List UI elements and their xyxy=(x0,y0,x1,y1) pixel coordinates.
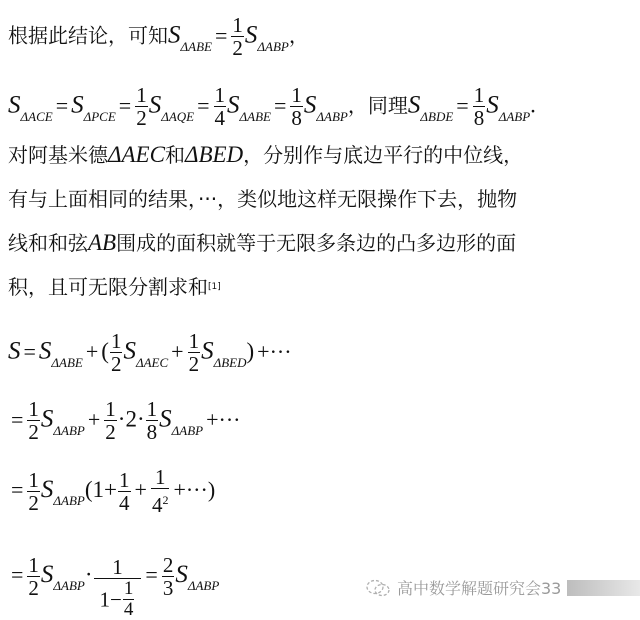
equals: = xyxy=(214,22,228,48)
denominator: 2 xyxy=(232,36,243,60)
denominator: 8 xyxy=(291,106,302,130)
denominator: 2 xyxy=(188,352,200,376)
plus: + xyxy=(85,338,99,364)
equation-4 xyxy=(8,544,220,620)
text-line-1 xyxy=(8,14,309,59)
subscript: ΔBED xyxy=(213,354,247,370)
subscript: ΔABP xyxy=(171,422,204,438)
text-line-6 xyxy=(8,274,221,300)
denominator: 4 xyxy=(214,106,226,130)
equation-3 xyxy=(8,466,218,516)
dot: · xyxy=(117,406,126,432)
triangle-label: ΔBED xyxy=(184,142,244,167)
text-line-5 xyxy=(8,230,516,256)
area-symbol: S xyxy=(175,561,188,588)
punct: . xyxy=(530,92,536,118)
fraction xyxy=(188,330,201,375)
area-symbol: S xyxy=(40,561,54,588)
area-symbol: S xyxy=(8,91,21,119)
equals: = xyxy=(11,562,24,587)
numerator: 1 xyxy=(105,397,116,421)
fraction xyxy=(473,84,486,129)
dot: · xyxy=(136,406,145,432)
paren: ( xyxy=(101,338,109,364)
area-symbol: S xyxy=(40,476,54,503)
dot: · xyxy=(84,562,93,587)
wechat-icon xyxy=(365,578,391,598)
denominator: 2 xyxy=(105,420,116,444)
inner-fraction xyxy=(123,579,135,620)
numerator: 1 xyxy=(154,465,166,489)
fraction xyxy=(214,84,227,129)
numerator: 1 xyxy=(291,83,302,107)
area-symbol: S xyxy=(303,91,317,119)
denominator: 8 xyxy=(473,106,485,130)
chord-label: AB xyxy=(88,230,117,255)
equals: = xyxy=(118,92,132,118)
denominator: 4 xyxy=(119,490,130,515)
subscript: ΔABE xyxy=(239,108,271,124)
subscript: ΔABE xyxy=(51,354,83,370)
area-symbol: S xyxy=(8,337,21,365)
subscript: ΔABP xyxy=(257,38,289,54)
watermark-blur xyxy=(567,580,640,596)
area-symbol: S xyxy=(159,405,172,433)
denominator xyxy=(94,578,142,620)
subscript: ΔAQE xyxy=(161,108,195,124)
area-symbol: S xyxy=(38,337,52,365)
text: 围成的面积就等于无限多条边的凸多边形的面 xyxy=(116,231,517,255)
numerator: 1 xyxy=(119,467,130,492)
numerator: 1 xyxy=(28,397,39,421)
denominator: 4 xyxy=(123,599,134,620)
denominator: 2 xyxy=(110,352,122,376)
denominator: 3 xyxy=(162,575,174,600)
line1-text: 根据此结论，可知 xyxy=(8,23,168,48)
fraction xyxy=(27,398,40,443)
fraction xyxy=(110,330,123,375)
ellipsis: +··· xyxy=(206,406,241,432)
numerator: 1 xyxy=(28,552,39,577)
fraction xyxy=(27,554,40,599)
denominator xyxy=(151,488,170,516)
fraction xyxy=(231,14,244,59)
fraction xyxy=(27,469,40,514)
connector-text: ，同理 xyxy=(347,93,408,118)
citation: [1] xyxy=(208,282,221,292)
numerator: 1 xyxy=(214,83,226,107)
plus: + xyxy=(87,406,101,432)
fraction xyxy=(146,398,159,443)
denominator: 2 xyxy=(28,420,39,444)
ellipsis: +··· xyxy=(257,338,292,364)
subscript: ΔABP xyxy=(498,108,531,124)
denominator: 2 xyxy=(28,490,39,515)
area-symbol: S xyxy=(71,91,84,119)
text: 有与上面相同的结果，···，类似地这样无限操作下去，抛物 xyxy=(8,187,518,211)
text: 和 xyxy=(164,143,185,167)
fraction xyxy=(118,469,131,514)
text-line-4 xyxy=(8,186,517,212)
text-line-2 xyxy=(8,84,536,129)
denominator: 2 xyxy=(136,106,147,130)
base: 4 xyxy=(151,493,163,517)
series-start: (1+ xyxy=(84,477,118,502)
equals: = xyxy=(456,92,469,118)
text-line-3 xyxy=(8,142,523,168)
denominator: 2 xyxy=(28,575,39,600)
plus: + xyxy=(134,477,147,502)
numerator: 2 xyxy=(162,552,174,577)
subscript: ΔABP xyxy=(187,578,220,593)
equals: = xyxy=(11,477,24,502)
watermark-text: 高中数学解题研究会33 xyxy=(397,579,562,598)
numerator: 1 xyxy=(232,13,243,37)
equals: = xyxy=(197,92,210,118)
fraction xyxy=(162,554,175,599)
area-symbol: S xyxy=(123,337,136,365)
area-symbol: S xyxy=(168,21,181,49)
punct: ， xyxy=(288,23,309,48)
fraction xyxy=(135,84,148,129)
numerator: 1 xyxy=(28,467,39,492)
subscript: ΔABP xyxy=(53,578,85,593)
plus: + xyxy=(171,338,184,364)
watermark xyxy=(365,576,640,599)
area-symbol: S xyxy=(201,337,214,365)
text: ，分别作与底边平行的中位线， xyxy=(243,143,524,167)
equals: = xyxy=(145,562,158,587)
subscript: ΔACE xyxy=(20,108,53,124)
exponent: 2 xyxy=(162,493,169,507)
text: 对阿基米德 xyxy=(8,143,108,167)
numerator: 1 xyxy=(136,83,147,107)
equation-2 xyxy=(8,398,243,443)
equals: = xyxy=(55,92,69,118)
ellipsis: +···) xyxy=(173,477,216,502)
subscript: ΔBDE xyxy=(420,108,454,124)
fraction xyxy=(104,398,117,443)
equals: = xyxy=(23,338,36,364)
area-symbol: S xyxy=(227,91,240,119)
text: 积，且可无限分割求和 xyxy=(8,275,208,299)
area-symbol: S xyxy=(407,91,421,119)
paren: ) xyxy=(246,338,255,364)
numerator: 1 xyxy=(188,329,200,353)
fraction xyxy=(290,84,303,129)
area-symbol: S xyxy=(244,21,258,49)
subscript: ΔABP xyxy=(53,493,85,508)
subscript: ΔABE xyxy=(180,38,212,54)
numerator: 1 xyxy=(123,578,134,599)
subscript: ΔABP xyxy=(53,422,85,438)
denominator-prefix: 1− xyxy=(99,587,122,612)
area-symbol: S xyxy=(40,405,54,433)
text: 线和和弦 xyxy=(8,231,88,255)
fraction xyxy=(151,466,170,516)
compound-fraction xyxy=(94,556,142,620)
number: 2 xyxy=(125,406,137,432)
subscript: ΔPCE xyxy=(83,108,116,124)
numerator: 1 xyxy=(112,555,123,579)
numerator: 1 xyxy=(146,397,158,421)
subscript: ΔABP xyxy=(316,108,348,124)
denominator: 8 xyxy=(146,420,158,444)
subscript: ΔAEC xyxy=(135,354,169,370)
equals: = xyxy=(11,406,24,432)
equals: = xyxy=(274,92,287,118)
area-symbol: S xyxy=(486,91,499,119)
triangle-label: ΔAEC xyxy=(108,142,165,167)
numerator: 1 xyxy=(110,329,122,353)
equation-1 xyxy=(8,330,295,375)
numerator: 1 xyxy=(473,83,485,107)
area-symbol: S xyxy=(148,91,162,119)
